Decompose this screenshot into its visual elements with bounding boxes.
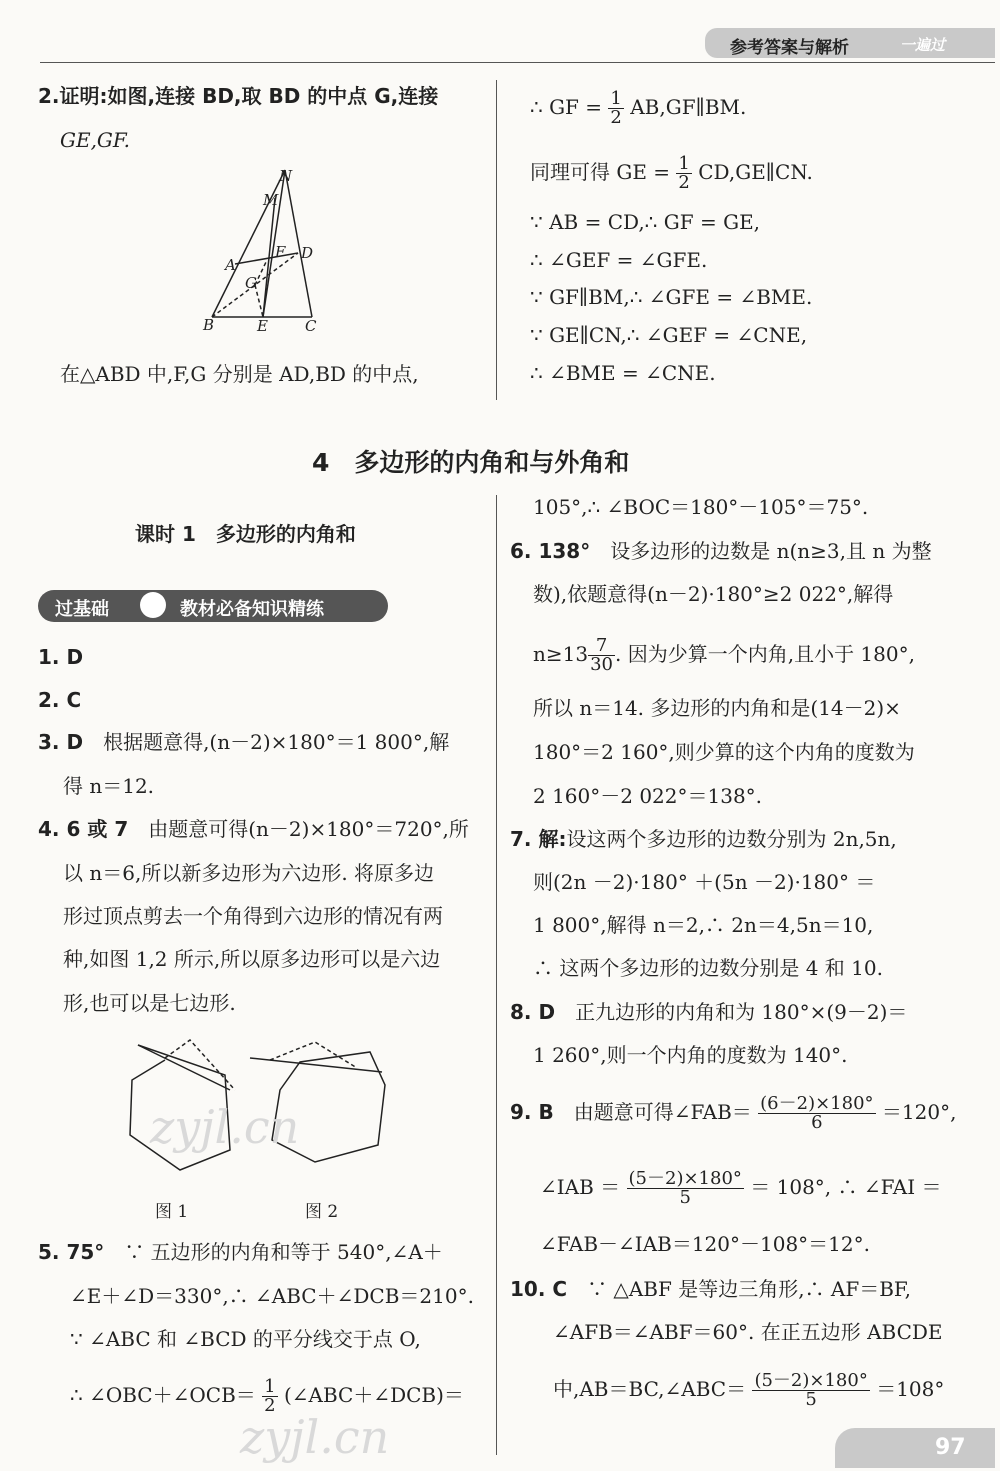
proof-line-3: 在△ABD 中,F,G 分别是 AD,BD 的中点,	[60, 362, 419, 386]
label-D: D	[301, 244, 314, 262]
answer-10-line-3: 中,AB＝BC,∠ABC＝ $\frac{(5-2)\times 180^\circ}{5}$ ＝108°	[553, 1370, 945, 1410]
section-title: 4 多边形的内角和与外角和	[312, 448, 630, 477]
answer-6-line-6: 2 160°－2 022°＝138°.	[533, 784, 763, 808]
answer-9-line-2: ∠IAB ＝ $\frac{(5-2)\times 180^\circ}{5}$ ＝ 108°, ∴ ∠FAI ＝	[540, 1168, 942, 1208]
proof-right-2: 同理可得 GE = $\frac{1}{2}$ CD,GE∥CN.	[530, 153, 813, 193]
label-G: G	[245, 274, 257, 292]
bottom-column-divider	[496, 495, 497, 1455]
figure-1-caption: 图 1	[155, 1202, 189, 1222]
proof-line-1: 2.证明:如图,连接 BD,取 BD 的中点 G,连接	[38, 84, 439, 108]
answer-6-line-5: 180°＝2 160°,则少算的这个内角的度数为	[533, 740, 915, 764]
answer-5-line-1: 5. 75° ∵ 五边形的内角和等于 540°,∠A＋	[38, 1240, 443, 1264]
label-A: A	[225, 256, 236, 274]
answer-6-line-4: 所以 n＝14. 多边形的内角和是(14－2)×	[533, 696, 901, 720]
answer-10-line-1: 10. C ∵ △ABF 是等边三角形,∴ AF＝BF,	[510, 1277, 912, 1301]
label-F: F	[275, 243, 286, 261]
answer-10-line-2: ∠AFB＝∠ABF＝60°. 在正五边形 ABCDE	[553, 1320, 943, 1344]
header-title: 参考答案与解析	[730, 38, 849, 58]
answer-7-line-1: 7. 解:设这两个多边形的边数分别为 2n,5n,	[510, 827, 897, 851]
figure-2-caption: 图 2	[305, 1202, 339, 1222]
answer-8-line-2: 1 260°,则一个内角的度数为 140°.	[533, 1043, 848, 1067]
answer-6-line-1: 6. 138° 设多边形的边数是 n(n≥3,且 n 为整	[510, 539, 932, 563]
answer-3-line-1: 3. D 根据题意得,(n－2)×180°＝1 800°,解	[38, 730, 450, 754]
watermark-2: zyjl.cn	[240, 1410, 390, 1464]
page-number-tab	[835, 1428, 995, 1468]
answer-6-line-2: 数),依题意得(n－2)·180°≥2 022°,解得	[533, 582, 894, 606]
lesson-title: 课时 1 多边形的内角和	[135, 522, 356, 546]
answer-4-line-5: 形,也可以是七边形.	[63, 991, 236, 1015]
proof-right-4: ∴ ∠GEF = ∠GFE.	[530, 248, 708, 272]
proof-right-1: ∴ GF = $\frac{1}{2}$ AB,GF∥BM.	[530, 88, 747, 128]
answer-6-line-3: n≥13 $\frac{7}{30}$ . 因为少算一个内角,且小于 180°,	[533, 635, 915, 675]
watermark-1: zyjl.cn	[150, 1100, 300, 1154]
answer-3-line-2: 得 n＝12.	[63, 774, 155, 798]
answer-4-line-4: 种,如图 1,2 所示,所以原多边形可以是六边	[63, 947, 441, 971]
answer-1: 1. D	[38, 645, 84, 669]
answer-5-line-3: ∵ ∠ABC 和 ∠BCD 的平分线交于点 O,	[70, 1327, 421, 1351]
answer-4-line-2: 以 n＝6,所以新多边形为六边形. 将原多边	[63, 861, 435, 885]
proof-right-6: ∵ GE∥CN,∴ ∠GEF = ∠CNE,	[530, 323, 808, 347]
answer-9-line-1: 9. B 由题意可得∠FAB＝ $\frac{(6-2)\times 180^\circ}{6}$ ＝120°,	[510, 1093, 957, 1133]
label-E: E	[257, 317, 268, 335]
answer-8-line-1: 8. D 正九边形的内角和为 180°×(9－2)＝	[510, 1000, 908, 1024]
answer-5-continued: 105°,∴ ∠BOC＝180°－105°＝75°.	[533, 495, 869, 519]
top-column-divider	[496, 80, 497, 400]
answer-5-line-4: ∴ ∠OBC＋∠OCB＝ $\frac{1}{2}$ (∠ABC＋∠DCB)＝	[70, 1376, 464, 1416]
proof-right-5: ∵ GF∥BM,∴ ∠GFE = ∠BME.	[530, 285, 813, 309]
answer-2: 2. C	[38, 688, 82, 712]
answer-7-line-2: 则(2n －2)·180° ＋(5n －2)·180° ＝	[533, 870, 876, 894]
answer-5-line-2: ∠E＋∠D＝330°,∴ ∠ABC＋∠DCB＝210°.	[70, 1284, 474, 1308]
label-N: N	[279, 167, 293, 185]
header-rule	[40, 62, 995, 63]
answer-7-line-3: 1 800°,解得 n＝2,∴ 2n＝4,5n＝10,	[533, 913, 874, 937]
proof-line-2: GE,GF.	[60, 128, 131, 152]
banner-right-label: 教材必备知识精练	[180, 599, 324, 620]
answer-7-line-4: ∴ 这两个多边形的边数分别是 4 和 10.	[533, 956, 883, 980]
banner-left-label: 过基础	[55, 599, 109, 620]
trapezoid-figure	[195, 165, 325, 340]
answer-9-line-3: ∠FAB－∠IAB＝120°－108°＝12°.	[540, 1232, 870, 1256]
header-logo: 一遍过	[900, 36, 946, 54]
label-B: B	[203, 316, 215, 334]
proof-right-7: ∴ ∠BME = ∠CNE.	[530, 361, 716, 385]
label-M: M	[263, 191, 279, 209]
page-number: 97	[935, 1435, 966, 1460]
label-C: C	[305, 317, 317, 335]
book-icon	[140, 592, 166, 618]
answer-4-line-1: 4. 6 或 7 由题意可得(n－2)×180°＝720°,所	[38, 817, 469, 841]
answer-4-line-3: 形过顶点剪去一个角得到六边形的情况有两	[63, 904, 443, 928]
proof-right-3: ∵ AB = CD,∴ GF = GE,	[530, 210, 761, 234]
